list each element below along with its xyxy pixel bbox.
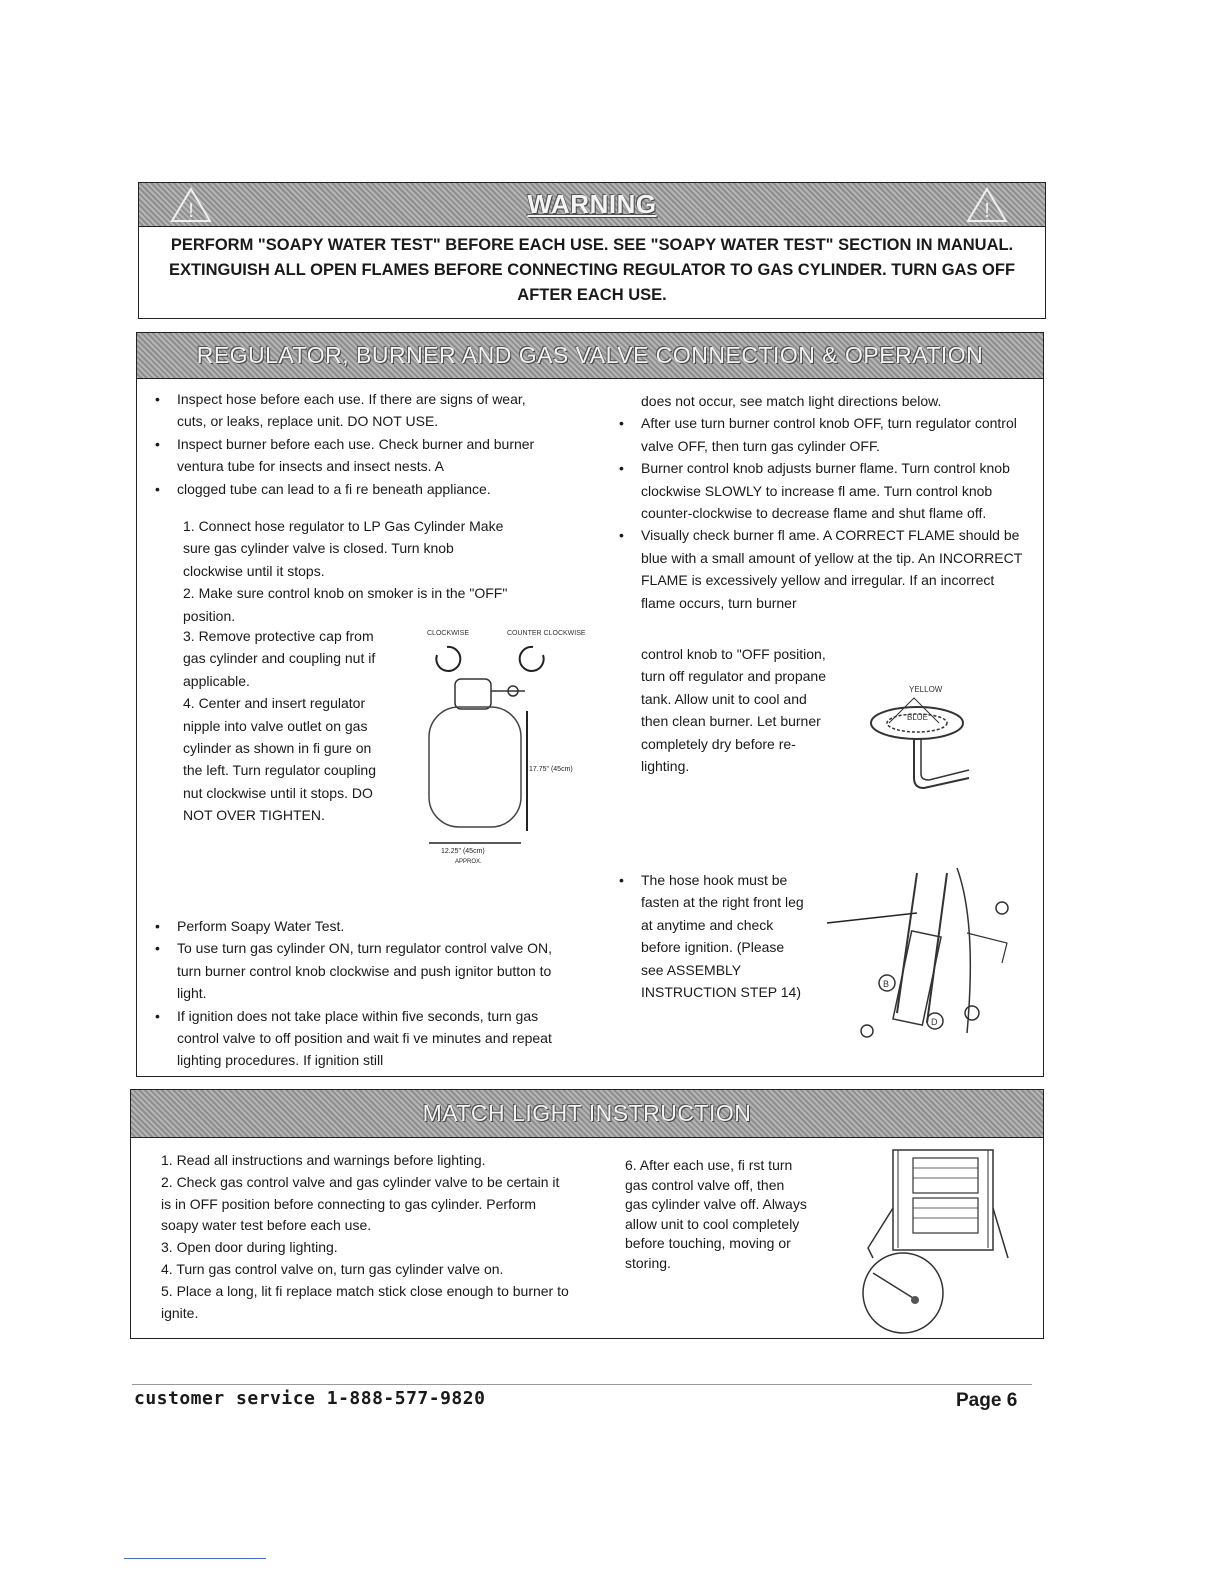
regulator-right-bullets <box>619 390 1031 614</box>
list-item: • If ignition does not take place within five seconds, turn gas control valve to off position and wait fi ve minutes and repeat lighting procedures. If ignition still <box>155 1005 565 1072</box>
counter-clockwise-arrow-icon <box>520 647 544 671</box>
cylinder-valve <box>455 679 491 709</box>
yellow-label: YELLOW <box>909 685 943 694</box>
smoker-diagram <box>853 1148 1013 1338</box>
smoker-leg <box>897 873 947 1023</box>
list-item: • Inspect hose before each use. If there are signs of wear, cuts, or leaks, replace unit. DO NOT USE. <box>155 388 550 433</box>
list-item: • Burner control knob adjusts burner flame. Turn control knob clockwise SLOWLY to increase fl ame. Turn control knob counter-clockwise to decrease flame and shut flame off. <box>619 457 1031 524</box>
hose-hook-diagram <box>827 863 1017 1048</box>
blue-line <box>124 1558 266 1559</box>
width-label: 12.25" (45cm) <box>441 848 485 855</box>
magnified-view <box>863 1253 943 1333</box>
venturi-tube <box>914 739 969 788</box>
list-item: 3. Open door during lighting. <box>161 1239 338 1256</box>
list-item: • The hose hook must be fasten at the right front leg at anytime and check before ignition. (Please see ASSEMBLY INSTRUCTION STEP 14) <box>619 869 809 1003</box>
page-number: Page 6 <box>956 1390 1018 1411</box>
list-item: 5. Place a long, lit fi replace match stick close enough to burner to ignite. <box>161 1282 569 1321</box>
blue-label: BLUE <box>907 713 928 722</box>
list-item: 6. After each use, fi rst turn gas control valve off, then gas cylinder valve off. Always allow unit to cool completely before touching, moving or storing. <box>625 1157 807 1271</box>
hose-hook-note <box>619 869 809 1003</box>
footer-rule <box>132 1384 1032 1385</box>
warning-header <box>139 183 1045 227</box>
clockwise-arrow-icon <box>436 647 460 671</box>
match-left-steps <box>161 1150 571 1324</box>
warning-triangle-icon <box>965 186 1009 224</box>
approx-label: APPROX. <box>455 859 482 865</box>
warning-box <box>138 182 1046 319</box>
regulator-steps-bottom <box>183 625 393 827</box>
list-item: • Visually check burner fl ame. A CORRECT FLAME should be blue with a small amount of yellow at the tip. An INCORRECT FLAME is excessively yellow and irregular. If an incorrect flame occurs, turn burner <box>619 524 1031 614</box>
regulator-left-bullets <box>155 388 550 500</box>
regulator-section <box>136 332 1044 1077</box>
match-light-title: MATCH LIGHT INSTRUCTION <box>422 1100 752 1126</box>
step-3: 3. Remove protective cap from gas cylinder and coupling nut if applicable. <box>183 628 376 689</box>
step-2: 2. Make sure control knob on smoker is in the "OFF" position. <box>183 585 508 624</box>
step-1: 1. Connect hose regulator to LP Gas Cylinder Make sure gas cylinder valve is closed. Turn knob clockwise until it stops. <box>183 518 504 579</box>
part-d-label: D <box>931 1017 938 1027</box>
cylinder-body <box>429 707 521 827</box>
regulator-header <box>137 333 1043 379</box>
match-icon <box>873 1273 913 1298</box>
continuation-text: does not occur, see match light directions below. <box>641 393 942 409</box>
match-light-section <box>130 1089 1044 1339</box>
list-item: • Perform Soapy Water Test. <box>155 915 565 937</box>
list-item: • Inspect burner before each use. Check burner and burner ventura tube for insects and insect nests. A <box>155 433 550 478</box>
cylinder-diagram <box>415 621 586 871</box>
match-light-header <box>131 1090 1043 1138</box>
warning-title: WARNING <box>527 189 657 219</box>
warning-text: PERFORM "SOAPY WATER TEST" BEFORE EACH USE. SEE "SOAPY WATER TEST" SECTION IN MANUAL. EXTINGUISH ALL OPEN FLAMES BEFORE CONNECTING REGULATOR TO GAS CYLINDER. TURN GAS OFF AFTER EACH USE. <box>168 236 1016 304</box>
list-item: 2. Check gas control valve and gas cylinder valve to be certain it is in OFF position before connecting to gas cylinder. Perform soapy water test before each use. <box>161 1173 560 1234</box>
part-b-label: B <box>883 979 890 989</box>
flame-text: control knob to "OFF position, turn off regulator and propane tank. Allow unit to cool and then clean burner. Let burner completely dry before re-lighting. <box>641 646 826 775</box>
clockwise-label: CLOCKWISE <box>427 630 470 637</box>
step-4: 4. Center and insert regulator nipple into valve outlet on gas cylinder as shown in fi gure on the left. Turn regulator coupling nut clockwise until it stops. DO NOT OVER TIGHTEN. <box>183 695 377 824</box>
list-item: 4. Turn gas control valve on, turn gas cylinder valve on. <box>161 1260 504 1277</box>
match-right-step <box>625 1156 807 1273</box>
customer-service: customer service 1-888-577-9820 <box>134 1388 486 1409</box>
height-label: 17.75" (45cm) <box>529 766 573 773</box>
regulator-lower-bullets <box>155 915 565 1072</box>
svg-text:!: ! <box>188 200 194 222</box>
list-item: 1. Read all instructions and warnings before lighting. <box>161 1152 486 1168</box>
regulator-steps-top <box>183 515 513 627</box>
svg-text:!: ! <box>984 200 990 222</box>
list-item: • To use turn gas cylinder ON, turn regulator control valve ON, turn burner control knob clockwise and push ignitor button to light. <box>155 937 565 1004</box>
burner-ring <box>871 707 963 739</box>
list-item: • After use turn burner control knob OFF, turn regulator control valve OFF, then turn gas cylinder OFF. <box>619 412 1031 457</box>
list-item: • clogged tube can lead to a fi re beneath appliance. <box>155 478 550 500</box>
flame-continuation <box>641 643 831 777</box>
counter-clockwise-label: COUNTER CLOCKWISE <box>507 630 586 637</box>
warning-triangle-icon <box>169 186 213 224</box>
regulator-title: REGULATOR, BURNER AND GAS VALVE CONNECTION & OPERATION <box>196 342 984 368</box>
burner-diagram <box>859 678 989 813</box>
